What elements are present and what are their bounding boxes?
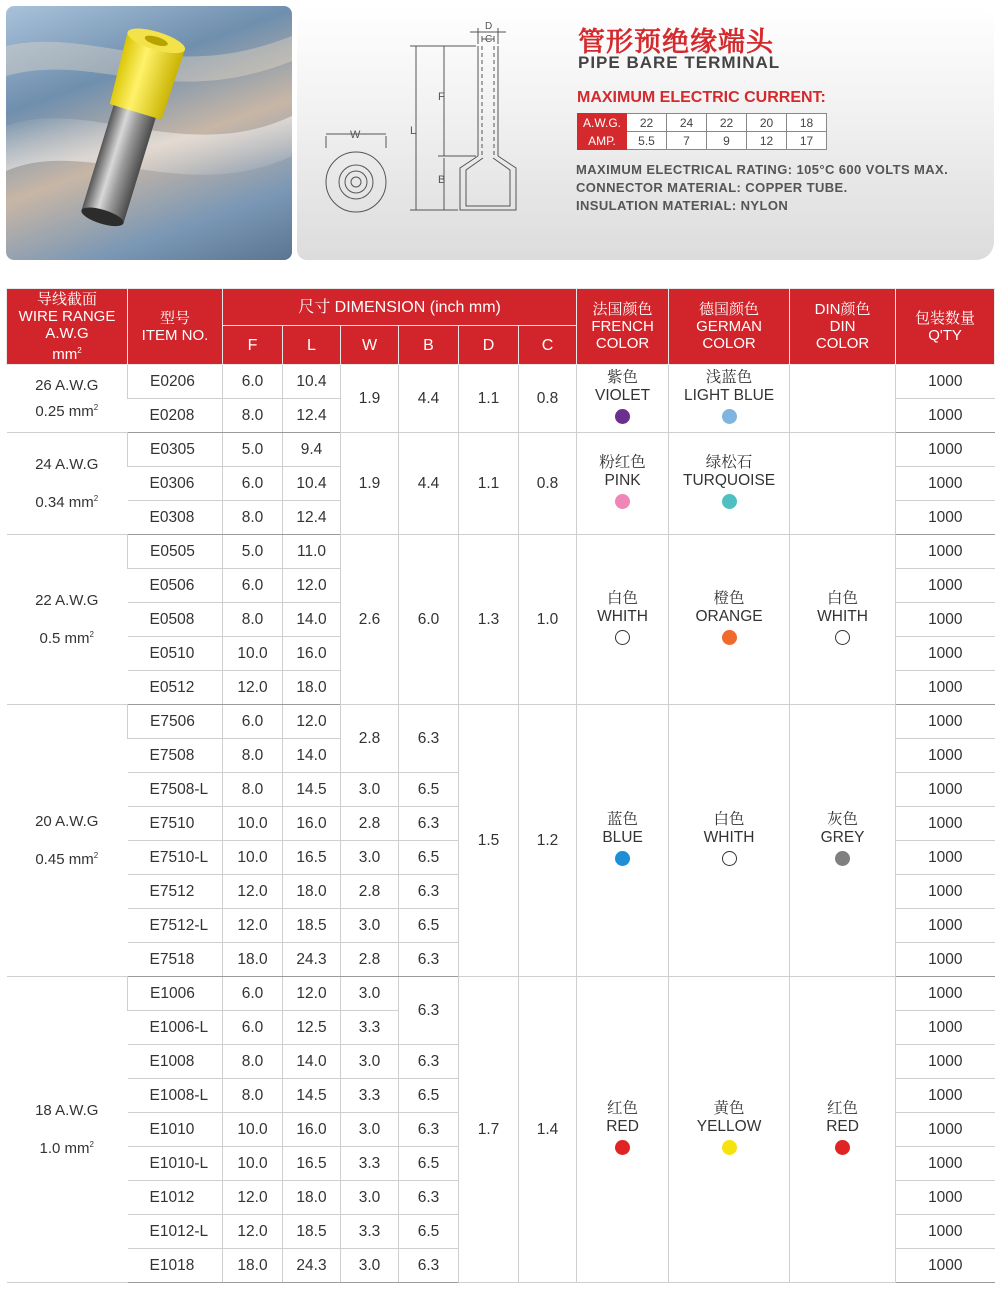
dim-f: 5.0 xyxy=(223,535,283,569)
dim-l: 16.5 xyxy=(283,841,341,875)
dim-b: 6.5 xyxy=(399,1079,459,1113)
item-no: E0306 xyxy=(128,467,223,501)
color-en: RED xyxy=(826,1117,859,1135)
dim-l: 10.4 xyxy=(283,365,341,399)
qty: 1000 xyxy=(896,977,995,1011)
table-row xyxy=(7,365,995,399)
dim-b: 6.5 xyxy=(399,1215,459,1249)
dim-w: 2.8 xyxy=(341,807,399,841)
dim-c: 1.0 xyxy=(519,535,577,705)
wire-range-cell: 22 A.W.G 0.5 $mm^2$ xyxy=(7,535,128,705)
color-swatch xyxy=(722,630,737,645)
qty: 1000 xyxy=(896,841,995,875)
dim-label-d: D xyxy=(485,21,493,32)
color-cn: 白色 xyxy=(713,810,745,828)
current-table xyxy=(577,113,827,150)
color-en: RED xyxy=(606,1117,639,1135)
dim-f: 10.0 xyxy=(223,807,283,841)
dim-l: 18.5 xyxy=(283,909,341,943)
qty: 1000 xyxy=(896,1249,995,1283)
dim-b: 6.5 xyxy=(399,909,459,943)
dim-w: 2.6 xyxy=(341,535,399,705)
wire-range-cell: 18 A.W.G 1.0 $mm^2$ xyxy=(7,977,128,1283)
item-no: E7508-L xyxy=(128,773,223,807)
awg-value: 22 xyxy=(707,114,747,132)
header-line: 导线截面 xyxy=(36,290,97,308)
dim-l: 14.5 xyxy=(283,773,341,807)
dim-l: 18.0 xyxy=(283,671,341,705)
dim-w: 3.3 xyxy=(341,1147,399,1181)
header-line: GERMAN xyxy=(696,318,762,335)
color-en: PINK xyxy=(604,471,641,489)
dim-b: 6.5 xyxy=(399,841,459,875)
dim-f: 8.0 xyxy=(223,501,283,535)
terminal-diagram xyxy=(320,18,540,218)
french-color-cell xyxy=(577,705,669,977)
item-no: E7518 xyxy=(128,943,223,977)
dim-f: 10.0 xyxy=(223,1147,283,1181)
color-swatch xyxy=(615,851,630,866)
din-color-cell xyxy=(790,433,896,535)
item-no: E7512-L xyxy=(128,909,223,943)
dim-l: 12.4 xyxy=(283,501,341,535)
qty: 1000 xyxy=(896,1113,995,1147)
awg-value: 22 xyxy=(627,114,667,132)
dim-c: 0.8 xyxy=(519,433,577,535)
mm-text: 0.25 mm xyxy=(35,402,94,420)
color-cn: 红色 xyxy=(827,1099,859,1117)
color-swatch xyxy=(615,409,630,424)
color-en: WHITH xyxy=(597,607,648,625)
dim-f: 6.0 xyxy=(223,1011,283,1045)
awg-value: 24 xyxy=(667,114,707,132)
color-swatch xyxy=(722,1140,737,1155)
dim-f: 5.0 xyxy=(223,433,283,467)
header-dimension: 尺寸 DIMENSION (inch mm) xyxy=(223,289,577,326)
dim-l: 18.0 xyxy=(283,875,341,909)
header-dim-l: L xyxy=(283,326,341,365)
mm-text: 0.45 mm xyxy=(35,850,94,868)
header-line: $mm^2$ xyxy=(52,345,82,363)
qty: 1000 xyxy=(896,671,995,705)
dim-l: 12.5 xyxy=(283,1011,341,1045)
header-line: DIN xyxy=(829,318,856,335)
header-line: FRENCH xyxy=(591,318,654,335)
dim-w: 2.8 xyxy=(341,875,399,909)
spec-rating: MAXIMUM ELECTRICAL RATING: 105°C 600 VOLTS MAX. xyxy=(576,162,949,177)
header-line: COLOR xyxy=(702,335,756,352)
dim-c: 1.4 xyxy=(519,977,577,1283)
qty: 1000 xyxy=(896,875,995,909)
dim-w: 2.8 xyxy=(341,943,399,977)
amp-value: 9 xyxy=(707,132,747,150)
header-dim-w: W xyxy=(341,326,399,365)
awg-value: 20 xyxy=(747,114,787,132)
header-german-color xyxy=(669,289,790,365)
dim-d: 1.7 xyxy=(459,977,519,1283)
qty: 1000 xyxy=(896,535,995,569)
qty: 1000 xyxy=(896,773,995,807)
color-en: ORANGE xyxy=(695,607,763,625)
item-no: E7512 xyxy=(128,875,223,909)
title-chinese: 管形预绝缘端头 xyxy=(578,27,774,57)
dim-w: 3.0 xyxy=(341,1249,399,1283)
dim-l: 11.0 xyxy=(283,535,341,569)
table-row xyxy=(7,977,995,1011)
header-din-color xyxy=(790,289,896,365)
awg-row xyxy=(578,114,827,132)
item-no: E7506 xyxy=(128,705,223,739)
french-color-cell xyxy=(577,433,669,535)
german-color-cell xyxy=(669,705,790,977)
color-en: WHITH xyxy=(703,828,755,846)
dim-l: 18.0 xyxy=(283,1181,341,1215)
dim-d: 1.3 xyxy=(459,535,519,705)
dim-w: 1.9 xyxy=(341,433,399,535)
color-en: TURQUOISE xyxy=(682,471,776,489)
spec-block xyxy=(576,161,948,215)
dim-label-b: B xyxy=(438,174,446,186)
dim-f: 10.0 xyxy=(223,1113,283,1147)
header-wire-range xyxy=(7,289,128,365)
amp-value: 5.5 xyxy=(627,132,667,150)
color-cn: 红色 xyxy=(607,1099,639,1117)
qty: 1000 xyxy=(896,807,995,841)
dim-b: 6.3 xyxy=(399,705,459,773)
qty: 1000 xyxy=(896,1011,995,1045)
dim-l: 24.3 xyxy=(283,943,341,977)
color-cn: 绿松石 xyxy=(705,453,753,471)
item-no: E0206 xyxy=(128,365,223,399)
dim-l: 12.0 xyxy=(283,977,341,1011)
awg-text: 20 A.W.G xyxy=(35,812,99,830)
dim-f: 12.0 xyxy=(223,1181,283,1215)
item-no: E0508 xyxy=(128,603,223,637)
color-en: GREY xyxy=(820,828,865,846)
qty: 1000 xyxy=(896,943,995,977)
header-line: WIRE RANGE xyxy=(18,307,116,325)
dim-b: 6.5 xyxy=(399,773,459,807)
dim-l: 12.0 xyxy=(283,705,341,739)
dim-f: 10.0 xyxy=(223,637,283,671)
dim-w: 3.0 xyxy=(341,773,399,807)
color-en: WHITH xyxy=(817,607,868,625)
awg-text: 22 A.W.G xyxy=(35,591,99,609)
dim-f: 8.0 xyxy=(223,603,283,637)
header-line: 德国颜色 xyxy=(699,301,760,318)
dim-l: 16.0 xyxy=(283,637,341,671)
item-no: E0505 xyxy=(128,535,223,569)
dim-b: 6.3 xyxy=(399,1249,459,1283)
header-line: 法国颜色 xyxy=(592,301,653,318)
dim-l: 24.3 xyxy=(283,1249,341,1283)
dim-f: 6.0 xyxy=(223,467,283,501)
item-no: E1018 xyxy=(128,1249,223,1283)
item-no: E0510 xyxy=(128,637,223,671)
color-cn: 灰色 xyxy=(827,810,859,828)
qty: 1000 xyxy=(896,365,995,399)
item-no: E1008 xyxy=(128,1045,223,1079)
german-color-cell xyxy=(669,535,790,705)
awg-text: 26 A.W.G xyxy=(35,376,99,394)
awg-value: 18 xyxy=(787,114,827,132)
dim-f: 12.0 xyxy=(223,1215,283,1249)
dim-f: 12.0 xyxy=(223,875,283,909)
item-no: E1012-L xyxy=(128,1215,223,1249)
qty: 1000 xyxy=(896,739,995,773)
color-cn: 橙色 xyxy=(713,589,745,607)
item-no: E7510 xyxy=(128,807,223,841)
item-no: E1008-L xyxy=(128,1079,223,1113)
amp-label: AMP. xyxy=(578,132,627,150)
item-no: E1010-L xyxy=(128,1147,223,1181)
dim-label-c: C xyxy=(485,34,493,45)
dim-b: 4.4 xyxy=(399,365,459,433)
item-no: E0506 xyxy=(128,569,223,603)
table-row xyxy=(7,433,995,467)
dim-w: 1.9 xyxy=(341,365,399,433)
item-no: E0308 xyxy=(128,501,223,535)
item-no: E0305 xyxy=(128,433,223,467)
wire-range-cell: 26 A.W.G 0.25 $mm^2$ xyxy=(7,365,128,433)
amp-value: 12 xyxy=(747,132,787,150)
dim-f: 8.0 xyxy=(223,1079,283,1113)
dim-w: 3.3 xyxy=(341,1215,399,1249)
header-line: COLOR xyxy=(815,335,870,352)
dim-l: 16.0 xyxy=(283,1113,341,1147)
dim-l: 18.5 xyxy=(283,1215,341,1249)
dim-l: 14.0 xyxy=(283,1045,341,1079)
terminal-table xyxy=(6,288,995,1283)
color-swatch xyxy=(835,851,850,866)
item-no: E1010 xyxy=(128,1113,223,1147)
din-color-cell xyxy=(790,977,896,1283)
dim-w: 2.8 xyxy=(341,705,399,773)
color-swatch xyxy=(615,630,630,645)
dim-f: 6.0 xyxy=(223,569,283,603)
dim-l: 12.4 xyxy=(283,399,341,433)
dim-l: 14.0 xyxy=(283,739,341,773)
spec-connector: CONNECTOR MATERIAL: COPPER TUBE. xyxy=(576,180,848,195)
qty: 1000 xyxy=(896,1079,995,1113)
dim-f: 8.0 xyxy=(223,739,283,773)
qty: 1000 xyxy=(896,569,995,603)
mm-text: 0.34 mm xyxy=(35,493,94,511)
wire-range-cell: 24 A.W.G 0.34 $mm^2$ xyxy=(7,433,128,535)
dim-f: 12.0 xyxy=(223,671,283,705)
item-no: E1006-L xyxy=(128,1011,223,1045)
qty: 1000 xyxy=(896,433,995,467)
dim-f: 18.0 xyxy=(223,943,283,977)
dim-f: 6.0 xyxy=(223,977,283,1011)
qty: 1000 xyxy=(896,603,995,637)
color-cn: 白色 xyxy=(827,589,859,607)
header-line: 型号 xyxy=(159,309,190,327)
color-swatch xyxy=(722,409,737,424)
mm-text: 1.0 mm xyxy=(39,1139,90,1157)
table-row xyxy=(7,535,995,569)
item-no: E1006 xyxy=(128,977,223,1011)
item-no: E7510-L xyxy=(128,841,223,875)
dim-w: 3.0 xyxy=(341,1181,399,1215)
color-en: BLUE xyxy=(602,828,643,846)
qty: 1000 xyxy=(896,637,995,671)
color-cn: 黄色 xyxy=(713,1099,745,1117)
dim-f: 10.0 xyxy=(223,841,283,875)
title-english: PIPE BARE TERMINAL xyxy=(578,53,781,72)
color-swatch xyxy=(722,494,737,509)
header-line: Q'TY xyxy=(928,326,962,344)
german-color-cell xyxy=(669,977,790,1283)
qty: 1000 xyxy=(896,467,995,501)
mm-text: 0.5 mm xyxy=(39,629,90,647)
dim-l: 16.0 xyxy=(283,807,341,841)
dim-l: 10.4 xyxy=(283,467,341,501)
dim-f: 12.0 xyxy=(223,909,283,943)
dim-f: 8.0 xyxy=(223,1045,283,1079)
current-title: MAXIMUM ELECTRIC CURRENT: xyxy=(577,89,826,106)
qty: 1000 xyxy=(896,1045,995,1079)
header-line: 包装数量 xyxy=(915,309,976,327)
din-color-cell xyxy=(790,365,896,433)
spec-insulation: INSULATION MATERIAL: NYLON xyxy=(576,198,789,213)
dim-b: 6.3 xyxy=(399,977,459,1045)
dim-d: 1.1 xyxy=(459,365,519,433)
dim-label-f: F xyxy=(438,91,445,103)
dim-l: 9.4 xyxy=(283,433,341,467)
item-no: E1012 xyxy=(128,1181,223,1215)
dim-f: 18.0 xyxy=(223,1249,283,1283)
item-no: E0512 xyxy=(128,671,223,705)
dim-w: 3.0 xyxy=(341,841,399,875)
dim-b: 6.3 xyxy=(399,1045,459,1079)
dim-label-w: W xyxy=(350,129,361,141)
dim-b: 6.5 xyxy=(399,1147,459,1181)
dim-label-l: L xyxy=(410,125,417,137)
color-swatch xyxy=(835,630,850,645)
header-line: DIN颜色 xyxy=(814,301,871,318)
din-color-cell xyxy=(790,535,896,705)
qty: 1000 xyxy=(896,1181,995,1215)
amp-value: 7 xyxy=(667,132,707,150)
qty: 1000 xyxy=(896,501,995,535)
color-en: LIGHT BLUE xyxy=(683,386,775,404)
dim-d: 1.1 xyxy=(459,433,519,535)
color-swatch xyxy=(615,1140,630,1155)
header-qty xyxy=(896,289,995,365)
dim-b: 6.3 xyxy=(399,807,459,841)
french-color-cell xyxy=(577,535,669,705)
qty: 1000 xyxy=(896,1147,995,1181)
qty: 1000 xyxy=(896,909,995,943)
color-swatch xyxy=(722,851,737,866)
french-color-cell xyxy=(577,365,669,433)
dim-f: 8.0 xyxy=(223,399,283,433)
item-no: E7508 xyxy=(128,739,223,773)
dim-b: 6.3 xyxy=(399,1113,459,1147)
awg-label: A.W.G. xyxy=(578,114,627,132)
table-row xyxy=(7,705,995,739)
header-item-no xyxy=(128,289,223,365)
dim-b: 6.3 xyxy=(399,943,459,977)
awg-text: 24 A.W.G xyxy=(35,455,99,473)
dim-c: 1.2 xyxy=(519,705,577,977)
awg-text: 18 A.W.G xyxy=(35,1101,99,1119)
color-en: YELLOW xyxy=(696,1117,762,1135)
header-dim-b: B xyxy=(399,326,459,365)
color-cn: 紫色 xyxy=(607,368,639,386)
header-dim-c: C xyxy=(519,326,577,365)
color-en: VIOLET xyxy=(594,386,651,404)
amp-row xyxy=(578,132,827,150)
din-color-cell xyxy=(790,705,896,977)
dim-w: 3.3 xyxy=(341,1079,399,1113)
french-color-cell xyxy=(577,977,669,1283)
wire-range-cell: 20 A.W.G 0.45 $mm^2$ xyxy=(7,705,128,977)
dim-b: 6.0 xyxy=(399,535,459,705)
header-french-color xyxy=(577,289,669,365)
dim-l: 14.0 xyxy=(283,603,341,637)
color-cn: 蓝色 xyxy=(607,810,639,828)
dim-l: 12.0 xyxy=(283,569,341,603)
color-swatch xyxy=(835,1140,850,1155)
dim-w: 3.3 xyxy=(341,1011,399,1045)
header-line: COLOR xyxy=(595,335,650,352)
header-dim-d: D xyxy=(459,326,519,365)
dim-f: 6.0 xyxy=(223,705,283,739)
color-swatch xyxy=(615,494,630,509)
amp-value: 17 xyxy=(787,132,827,150)
header-dim-f: F xyxy=(223,326,283,365)
dim-w: 3.0 xyxy=(341,909,399,943)
color-cn: 白色 xyxy=(607,589,639,607)
dim-f: 8.0 xyxy=(223,773,283,807)
header-line: ITEM NO. xyxy=(141,326,209,344)
dim-b: 4.4 xyxy=(399,433,459,535)
dim-l: 16.5 xyxy=(283,1147,341,1181)
dim-b: 6.3 xyxy=(399,875,459,909)
header-unit: mm xyxy=(52,345,78,363)
color-cn: 浅蓝色 xyxy=(705,368,753,386)
header-line: A.W.G xyxy=(45,324,89,342)
dim-w: 3.0 xyxy=(341,1045,399,1079)
dim-w: 3.0 xyxy=(341,1113,399,1147)
dim-b: 6.3 xyxy=(399,1181,459,1215)
qty: 1000 xyxy=(896,399,995,433)
qty: 1000 xyxy=(896,1215,995,1249)
dim-f: 6.0 xyxy=(223,365,283,399)
product-photo xyxy=(6,6,292,260)
item-no: E0208 xyxy=(128,399,223,433)
color-cn: 粉红色 xyxy=(599,453,646,471)
dim-d: 1.5 xyxy=(459,705,519,977)
german-color-cell xyxy=(669,365,790,433)
dim-l: 14.5 xyxy=(283,1079,341,1113)
dim-c: 0.8 xyxy=(519,365,577,433)
dim-w: 3.0 xyxy=(341,977,399,1011)
qty: 1000 xyxy=(896,705,995,739)
german-color-cell xyxy=(669,433,790,535)
